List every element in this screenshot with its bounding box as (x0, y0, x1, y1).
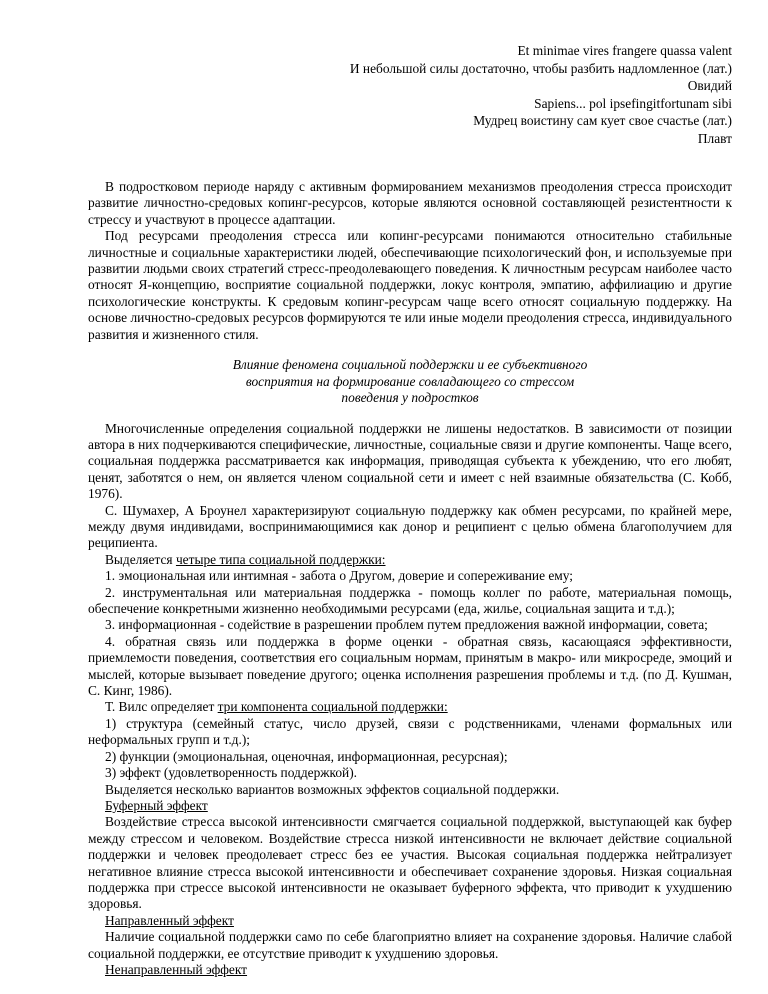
section-heading: Влияние феномена социальной поддержки и ее субъективного восприятия на формирование совладающего со стрессом поведения у подростков (232, 357, 588, 406)
epigraph-author: Овидий (687, 78, 732, 93)
buffer-effect-text: Воздействие стресса высокой интенсивности смягчается социальной поддержкой, выступающей как буфер между стрессом и человеком. Воздействие стресса низкой интенсивности не включает действие социальной поддержки и человек преодолевает стресс без ее участия. Высокая социальная поддержка нейтрализует негативное влияние стресса высокой интенсивности и обеспечивает сохранение здоровья. Низкая социальная поддержка при стрессе высокой интенсивности не оказывает буферного эффекта, что приводит к ухудшению здоровья. (88, 814, 732, 912)
directed-effect-title (88, 913, 732, 929)
list-item: 1) структура (семейный статус, число друзей, связи с родственниками, членами формальных или неформальных групп и т.д.); (88, 715, 732, 748)
buffer-effect-title-text: Буферный эффект (105, 797, 208, 813)
intro-paragraph: Под ресурсами преодоления стресса или копинг-ресурсами понимаются относительно стабильные личностные и социальные характеристики людей, обеспечивающие психологический фон, и используемые при развитии людьми своих стратегий стресс-преодолевающего поведения. К личностным ресурсам наиболее часто относят Я-концепцию, восприятие социальной поддержки, локус контроля, эмпатию, аффилиацию и другие психологические конструкты. К средовым копинг-ресурсам чаще всего относят социальную поддержку. На основе личностно-средовых ресурсов формируются те или иные модели преодоления стресса, индивидуального развития и жизненного стиля. (88, 228, 732, 342)
buffer-effect-title (88, 798, 732, 814)
directed-effect-title-text: Направленный эффект (105, 912, 234, 928)
effects-intro: Выделяется несколько вариантов возможных эффектов социальной поддержки. (105, 781, 560, 797)
epigraph-line: И небольшой силы достаточно, чтобы разбить надломленное (лат.) (349, 60, 732, 76)
three-components-prefix: Т. Вилс определяет (105, 699, 218, 715)
epigraph-line: Sapiens... pol ipsefingitfortunam sibi (534, 95, 732, 111)
list-item: 3) эффект (удовлетворенность поддержкой). (105, 765, 358, 781)
undirected-effect-title-text: Ненаправленный эффект (105, 961, 248, 977)
three-components-intro (88, 699, 732, 715)
list-item: 1. эмоциональная или интимная - забота о Другом, доверие и сопереживание ему; (105, 568, 574, 584)
body-paragraph: С. Шумахер, А Броунел характеризируют социальную поддержку как обмен ресурсами, по крайней мере, между двумя индивидами, воспринимающимися как донор и реципиент с целью обмена благополучием для реципиента. (88, 502, 732, 551)
four-types-prefix: Выделяется (105, 551, 176, 567)
epigraph-line: Et minimae vires frangere quassa valent (517, 43, 732, 58)
intro-paragraph: В подростковом периоде наряду с активным формированием механизмов преодоления стресса происходит развитие личностно-средовых копинг-ресурсов, которые являются основной составляющей резистентности к стрессу и участвуют в процессе адаптации. (88, 179, 732, 227)
four-types-underlined: четыре типа социальной поддержки: (175, 551, 386, 567)
list-item: 2) функции (эмоциональная, оценочная, информационная, ресурсная); (105, 748, 508, 764)
body-paragraph: Многочисленные определения социальной поддержки не лишены недостатков. В зависимости от позиции автора в них подчеркиваются специфические, личностные, социальные связи и другие компоненты. Чаще всего, социальная поддержка рассматривается как информация, приводящая субъекта к убеждению, что его любят, ценят, заботятся о нем, он является членом социальной сети и имеет с ней взаимные обязательства (С. Кобб, 1976). (88, 420, 732, 502)
undirected-effect-title (88, 962, 732, 978)
list-item: 4. обратная связь или поддержка в форме оценки - обратная связь, касающаяся эффективности, приемлемости поведения, соответствия его социальным нормам, принятым в макро- или микросреде, эмоций и мыслей, которые вызывает поведение другого; оценка исполнения разрешения проблемы и т.д. (по Д. Кушман, С. Кинг, 1986). (88, 633, 732, 699)
list-item: 3. информационная - содействие в разрешении проблем путем предложения важной информации, совета; (105, 617, 708, 633)
list-item: 2. инструментальная или материальная поддержка - помощь коллег по работе, материальная помощь, обеспечение конкретными жизненно необходимыми ресурсами (еда, жилье, социальная защита и т.д.); (88, 584, 732, 617)
document-body (88, 179, 732, 978)
epigraph-line: Мудрец воистину сам кует свое счастье (лат.) (473, 113, 732, 128)
three-components-underlined: три компонента социальной поддержки: (217, 699, 448, 715)
document-page (88, 42, 732, 978)
four-types-intro (88, 552, 732, 568)
epigraph (88, 42, 732, 147)
directed-effect-text: Наличие социальной поддержки само по себе благоприятно влияет на сохранение здоровья. Наличие слабой социальной поддержки, ее отсутствие приводит к ухудшению здоровья. (88, 929, 732, 961)
epigraph-author: Плавт (697, 130, 732, 146)
